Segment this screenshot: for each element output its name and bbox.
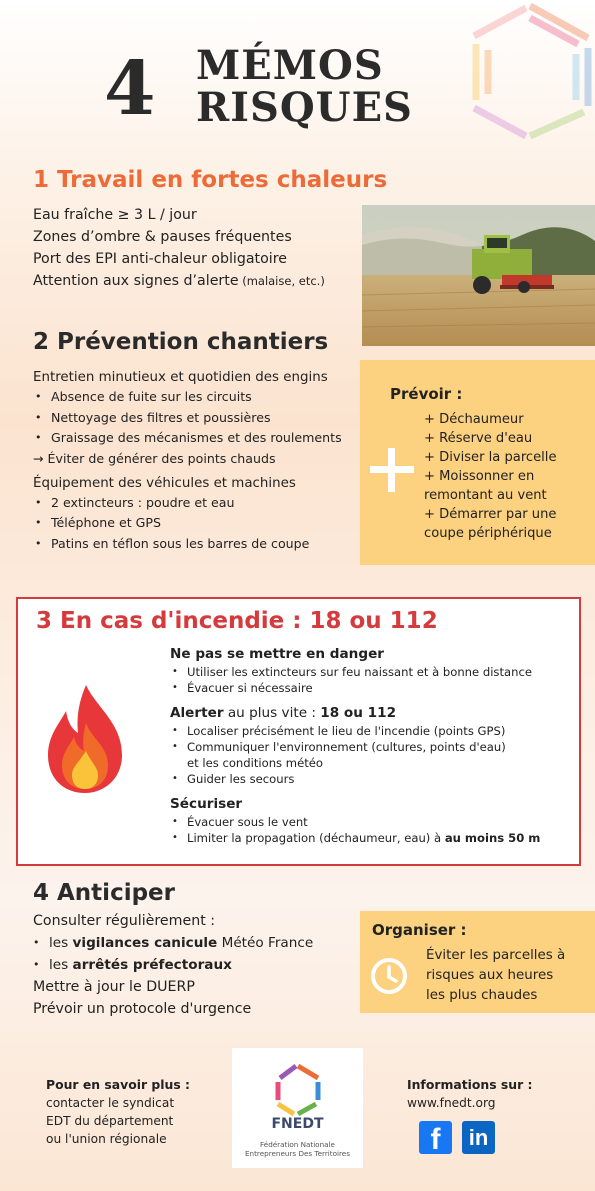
maintenance-bullet: • Nettoyage des filtres et poussières	[33, 408, 363, 429]
section4-content	[33, 910, 363, 1020]
secure-subheading: Sécuriser	[170, 796, 243, 812]
section4-heading: 4 Anticiper	[33, 880, 175, 906]
organiser-title: Organiser :	[372, 921, 467, 939]
section1-heading: 1 Travail en fortes chaleurs	[33, 167, 388, 193]
section3-content	[170, 645, 570, 846]
section1-item: Zones d’ombre & pauses fréquentes	[33, 229, 292, 245]
decorative-hexagon-logo	[466, 0, 595, 140]
maintenance-lead: Entretien minutieux et quotidien des engins	[33, 370, 328, 385]
page-title-line1: MÉMOS	[196, 42, 384, 89]
alert-subheading: Alerter au plus vite : 18 ou 112	[170, 705, 397, 721]
footer-info	[407, 1076, 577, 1112]
prevoir-item: + Déchaumeur	[424, 412, 524, 427]
equipment-lead: Équipement des véhicules et machines	[33, 475, 296, 491]
prevoir-title: Prévoir :	[390, 385, 463, 403]
alert-bullet: • Guider les secours	[170, 771, 570, 787]
footer-contact: Pour en savoir plus : contacter le syndicat EDT du département ou l'union régionale	[46, 1076, 221, 1148]
hot-spot-note: → Éviter de générer des points chauds	[33, 450, 276, 466]
memo-count-number: 4	[104, 46, 156, 132]
prevoir-item: + Réserve d'eau	[424, 431, 533, 446]
maintenance-bullet: • Absence de fuite sur les circuits	[33, 387, 363, 408]
secure-bullet: • Évacuer sous le vent	[170, 814, 570, 830]
plus-icon	[370, 448, 414, 492]
fnedt-logo-name: FNEDT	[271, 1116, 324, 1132]
section2-heading: 2 Prévention chantiers	[33, 329, 329, 355]
secure-bullet: • Limiter la propagation (déchaumeur, eau) à au moins 50 m	[170, 830, 570, 846]
danger-bullet: • Utiliser les extincteurs sur feu naissant et à bonne distance	[170, 664, 570, 680]
prevoir-item: + Diviser la parcelle	[424, 450, 557, 465]
organiser-text: Éviter les parcelles à risques aux heures les plus chaudes	[426, 948, 566, 1003]
prevoir-list	[424, 410, 589, 543]
facebook-icon[interactable]: f	[419, 1121, 452, 1154]
section1-item: Port des EPI anti-chaleur obligatoire	[33, 251, 287, 267]
page-title-line2: RISQUES	[196, 84, 413, 131]
fnedt-logo-icon	[270, 1062, 326, 1118]
danger-subheading: Ne pas se mettre en danger	[170, 646, 385, 662]
section1-item: Attention aux signes d’alerte (malaise, etc.)	[33, 273, 325, 289]
linkedin-icon[interactable]: in	[462, 1121, 495, 1154]
harvester-photo	[362, 205, 595, 346]
prevoir-item: remontant au vent	[424, 488, 547, 503]
vigilance-bullet: • les vigilances canicule Météo France	[33, 932, 363, 954]
section1-item: Eau fraîche ≥ 3 L / jour	[33, 207, 197, 223]
prevoir-item: + Démarrer par une	[424, 507, 557, 522]
section2-content	[33, 368, 363, 554]
footer-contact-title: Pour en savoir plus :	[46, 1077, 190, 1092]
maintenance-bullet: • Graissage des mécanismes et des roulements	[33, 428, 363, 449]
website-link[interactable]: www.fnedt.org	[407, 1096, 496, 1110]
fnedt-logo-subtitle: Fédération Nationale Entrepreneurs Des Territoires	[245, 1140, 350, 1158]
footer-info-title: Informations sur :	[407, 1077, 533, 1092]
danger-bullet: • Évacuer si nécessaire	[170, 680, 570, 696]
prefectoral-bullet: • les arrêtés préfectoraux	[33, 954, 363, 976]
flame-icon	[42, 683, 128, 795]
alert-bullet-continuation: et les conditions météo	[187, 756, 323, 770]
equipment-bullet: • 2 extincteurs : poudre et eau	[33, 493, 363, 514]
alert-bullet: • Localiser précisément le lieu de l'incendie (points GPS)	[170, 723, 570, 739]
protocol-line: Prévoir un protocole d'urgence	[33, 1001, 252, 1017]
prevoir-item: coupe périphérique	[424, 526, 552, 541]
alert-bullet: • Communiquer l'environnement (cultures, points d'eau)	[170, 739, 570, 755]
equipment-bullet: • Téléphone et GPS	[33, 513, 363, 534]
consult-line: Consulter régulièrement :	[33, 913, 216, 929]
section3-heading: 3 En cas d'incendie : 18 ou 112	[36, 608, 438, 634]
equipment-bullet: • Patins en téflon sous les barres de coupe	[33, 534, 363, 555]
section1-list	[33, 204, 363, 292]
duerp-line: Mettre à jour le DUERP	[33, 979, 195, 995]
clock-icon	[370, 957, 408, 995]
prevoir-item: + Moissonner en	[424, 469, 535, 484]
